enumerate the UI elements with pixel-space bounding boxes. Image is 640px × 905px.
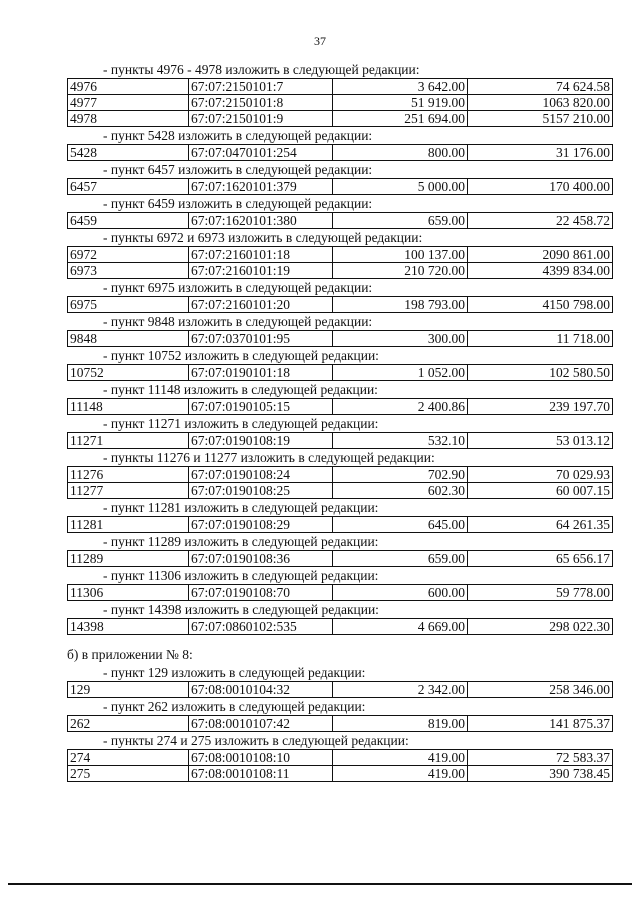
amendment-heading: - пункт 262 изложить в следующей редакции: (103, 699, 366, 714)
amendment-heading: - пункты 4976 - 4978 изложить в следующей редакции: (103, 62, 420, 77)
amendments-part-2 (67, 664, 612, 782)
item-number-cell: 14398 (68, 619, 189, 635)
value-cell: 72 583.37 (468, 750, 613, 766)
cadastral-number-cell: 67:07:2160101:19 (189, 263, 333, 279)
table-row (68, 750, 613, 766)
table-row (68, 179, 613, 195)
area-cell: 419.00 (333, 766, 468, 782)
cadastral-number-cell: 67:07:2150101:9 (189, 111, 333, 127)
value-cell: 22 458.72 (468, 213, 613, 229)
value-cell: 59 778.00 (468, 585, 613, 601)
value-cell: 4399 834.00 (468, 263, 613, 279)
amendment-table (67, 144, 613, 161)
area-cell: 600.00 (333, 585, 468, 601)
cadastral-number-cell: 67:07:2160101:18 (189, 247, 333, 263)
document-body (67, 61, 612, 782)
area-cell: 251 694.00 (333, 111, 468, 127)
area-cell: 100 137.00 (333, 247, 468, 263)
area-cell: 210 720.00 (333, 263, 468, 279)
table-row (68, 247, 613, 263)
value-cell: 4150 798.00 (468, 297, 613, 313)
cadastral-number-cell: 67:07:0190108:29 (189, 517, 333, 533)
item-number-cell: 6457 (68, 179, 189, 195)
value-cell: 70 029.93 (468, 467, 613, 483)
amendment-heading: - пункт 11289 изложить в следующей редакции: (103, 534, 379, 549)
amendment-heading: - пункт 6457 изложить в следующей редакции: (103, 162, 373, 177)
area-cell: 819.00 (333, 716, 468, 732)
cadastral-number-cell: 67:07:0190108:25 (189, 483, 333, 499)
area-cell: 659.00 (333, 213, 468, 229)
item-number-cell: 11277 (68, 483, 189, 499)
amendment-table (67, 681, 613, 698)
cadastral-number-cell: 67:07:0190108:36 (189, 551, 333, 567)
amendment-heading: - пункты 11276 и 11277 изложить в следующей редакции: (103, 450, 435, 465)
cadastral-number-cell: 67:07:1620101:380 (189, 213, 333, 229)
table-row (68, 483, 613, 499)
cadastral-number-cell: 67:08:0010104:32 (189, 682, 333, 698)
amendment-heading: - пункт 6459 изложить в следующей редакции: (103, 196, 373, 211)
amendment-heading: - пункт 5428 изложить в следующей редакции: (103, 128, 373, 143)
cadastral-number-cell: 67:07:0190108:19 (189, 433, 333, 449)
item-number-cell: 11148 (68, 399, 189, 415)
table-row (68, 95, 613, 111)
amendment-heading: - пункт 11281 изложить в следующей редакции: (103, 500, 379, 515)
amendment-table (67, 246, 613, 279)
area-cell: 659.00 (333, 551, 468, 567)
table-row (68, 551, 613, 567)
value-cell: 64 261.35 (468, 517, 613, 533)
amendment-heading: - пункт 11306 изложить в следующей редакции: (103, 568, 379, 583)
item-number-cell: 275 (68, 766, 189, 782)
amendment-table (67, 618, 613, 635)
table-row (68, 111, 613, 127)
table-row (68, 263, 613, 279)
cadastral-number-cell: 67:08:0010107:42 (189, 716, 333, 732)
page-number: 37 (314, 34, 326, 48)
amendment-heading: - пункт 129 изложить в следующей редакции: (103, 665, 366, 680)
item-number-cell: 11276 (68, 467, 189, 483)
table-row (68, 467, 613, 483)
item-number-cell: 6973 (68, 263, 189, 279)
value-cell: 1063 820.00 (468, 95, 613, 111)
cadastral-number-cell: 67:08:0010108:11 (189, 766, 333, 782)
amendment-heading: - пункт 11271 изложить в следующей редакции: (103, 416, 379, 431)
amendment-table (67, 749, 613, 782)
amendment-table (67, 584, 613, 601)
amendment-table (67, 466, 613, 499)
table-row (68, 517, 613, 533)
amendment-table (67, 432, 613, 449)
item-number-cell: 274 (68, 750, 189, 766)
value-cell: 31 176.00 (468, 145, 613, 161)
area-cell: 419.00 (333, 750, 468, 766)
value-cell: 5157 210.00 (468, 111, 613, 127)
item-number-cell: 6972 (68, 247, 189, 263)
value-cell: 74 624.58 (468, 79, 613, 95)
amendment-table (67, 296, 613, 313)
amendment-table (67, 715, 613, 732)
area-cell: 2 342.00 (333, 682, 468, 698)
value-cell: 53 013.12 (468, 433, 613, 449)
area-cell: 51 919.00 (333, 95, 468, 111)
area-cell: 300.00 (333, 331, 468, 347)
cadastral-number-cell: 67:07:0190108:70 (189, 585, 333, 601)
value-cell: 141 875.37 (468, 716, 613, 732)
value-cell: 390 738.45 (468, 766, 613, 782)
amendment-table (67, 178, 613, 195)
amendment-table (67, 78, 613, 127)
table-row (68, 585, 613, 601)
area-cell: 5 000.00 (333, 179, 468, 195)
amendment-heading: - пункт 9848 изложить в следующей редакции: (103, 314, 373, 329)
item-number-cell: 11281 (68, 517, 189, 533)
table-row (68, 145, 613, 161)
cadastral-number-cell: 67:07:2150101:8 (189, 95, 333, 111)
cadastral-number-cell: 67:07:0860102:535 (189, 619, 333, 635)
table-row (68, 331, 613, 347)
cadastral-number-cell: 67:07:0370101:95 (189, 331, 333, 347)
item-number-cell: 4978 (68, 111, 189, 127)
area-cell: 4 669.00 (333, 619, 468, 635)
cadastral-number-cell: 67:08:0010108:10 (189, 750, 333, 766)
amendment-heading: - пункт 11148 изложить в следующей редакции: (103, 382, 378, 397)
item-number-cell: 129 (68, 682, 189, 698)
cadastral-number-cell: 67:07:2150101:7 (189, 79, 333, 95)
table-row (68, 297, 613, 313)
area-cell: 3 642.00 (333, 79, 468, 95)
area-cell: 702.90 (333, 467, 468, 483)
table-row (68, 213, 613, 229)
item-number-cell: 4977 (68, 95, 189, 111)
value-cell: 170 400.00 (468, 179, 613, 195)
value-cell: 102 580.50 (468, 365, 613, 381)
area-cell: 198 793.00 (333, 297, 468, 313)
item-number-cell: 6459 (68, 213, 189, 229)
table-row (68, 399, 613, 415)
amendment-heading: - пункты 274 и 275 изложить в следующей редакции: (103, 733, 409, 748)
amendment-table (67, 516, 613, 533)
table-row (68, 433, 613, 449)
area-cell: 1 052.00 (333, 365, 468, 381)
cadastral-number-cell: 67:07:0190108:24 (189, 467, 333, 483)
amendment-heading: - пункты 6972 и 6973 изложить в следующей редакции: (103, 230, 423, 245)
cadastral-number-cell: 67:07:0190105:15 (189, 399, 333, 415)
area-cell: 800.00 (333, 145, 468, 161)
amendment-heading: - пункт 14398 изложить в следующей редакции: (103, 602, 379, 617)
table-row (68, 365, 613, 381)
item-number-cell: 9848 (68, 331, 189, 347)
area-cell: 645.00 (333, 517, 468, 533)
table-row (68, 716, 613, 732)
section-heading: б) в приложении № 8: (67, 647, 193, 662)
value-cell: 65 656.17 (468, 551, 613, 567)
value-cell: 239 197.70 (468, 399, 613, 415)
item-number-cell: 5428 (68, 145, 189, 161)
cadastral-number-cell: 67:07:0470101:254 (189, 145, 333, 161)
table-row (68, 79, 613, 95)
value-cell: 298 022.30 (468, 619, 613, 635)
amendment-table (67, 330, 613, 347)
amendment-heading: - пункт 6975 изложить в следующей редакции: (103, 280, 373, 295)
area-cell: 2 400.86 (333, 399, 468, 415)
cadastral-number-cell: 67:07:2160101:20 (189, 297, 333, 313)
amendment-table (67, 398, 613, 415)
value-cell: 60 007.15 (468, 483, 613, 499)
table-row (68, 619, 613, 635)
item-number-cell: 262 (68, 716, 189, 732)
item-number-cell: 10752 (68, 365, 189, 381)
amendments-part-1 (67, 61, 612, 635)
table-row (68, 682, 613, 698)
value-cell: 258 346.00 (468, 682, 613, 698)
area-cell: 532.10 (333, 433, 468, 449)
amendment-table (67, 364, 613, 381)
item-number-cell: 11289 (68, 551, 189, 567)
item-number-cell: 4976 (68, 79, 189, 95)
value-cell: 11 718.00 (468, 331, 613, 347)
item-number-cell: 6975 (68, 297, 189, 313)
cadastral-number-cell: 67:07:1620101:379 (189, 179, 333, 195)
bottom-rule (8, 883, 632, 885)
amendment-table (67, 550, 613, 567)
amendment-table (67, 212, 613, 229)
value-cell: 2090 861.00 (468, 247, 613, 263)
item-number-cell: 11306 (68, 585, 189, 601)
amendment-heading: - пункт 10752 изложить в следующей редакции: (103, 348, 379, 363)
table-row (68, 766, 613, 782)
cadastral-number-cell: 67:07:0190101:18 (189, 365, 333, 381)
area-cell: 602.30 (333, 483, 468, 499)
item-number-cell: 11271 (68, 433, 189, 449)
